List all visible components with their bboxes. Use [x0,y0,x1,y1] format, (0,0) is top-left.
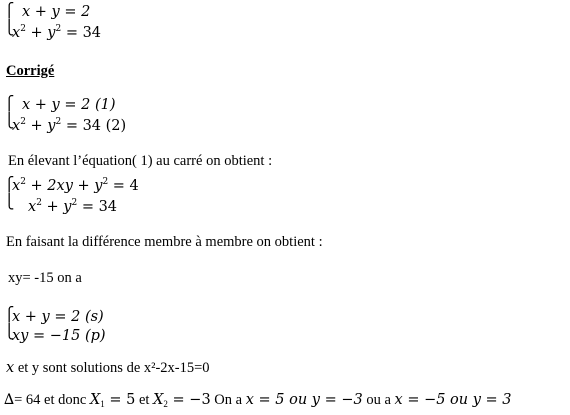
text-solutions: x et y sont solutions de x²-2x-15=0 [6,360,210,376]
system2-line1: x + y = 2 (1) [22,97,116,113]
final-line: ∆= 64 et donc $X_1 = 5$ et $X_2 = -3$ On a x = 5 ou y = −3 ou a x = −5 ou y = 3 [4,392,512,409]
text-elevant: En élevant l’équation( 1) au carré on obtient : [8,153,273,169]
brace-top-2: ⎧ [4,96,15,112]
brace-top-4: ⎧ [4,307,15,323]
system4-line1: x + y = 2 (s) [12,309,104,325]
brace-bottom: ⎩ [4,20,15,36]
system2-line2: $x^2 + y^2 = 34$ (2) [12,117,127,134]
system3-line2: $x^2 + y^2 = 34$ [28,198,118,215]
brace-bottom-2: ⎩ [4,113,15,129]
brace-bottom-3: ⎩ [4,194,15,210]
system4-line2: xy = −15 (p) [12,328,106,344]
system1-line2: $x^2 + y^2 = 34$ [12,24,102,41]
system3-line1: $x^2 + 2xy + y^2 = 4$ [12,177,139,194]
text-difference: En faisant la différence membre à membre on obtient : [6,234,323,250]
corrige-heading: Corrigé [6,63,55,79]
brace-top: ⎧ [4,3,15,19]
text-xy: xy= -15 on a [8,270,82,286]
brace-bottom-4: ⎩ [4,324,15,340]
system1-line1: x + y = 2 [22,4,91,20]
brace-top-3: ⎧ [4,177,15,193]
